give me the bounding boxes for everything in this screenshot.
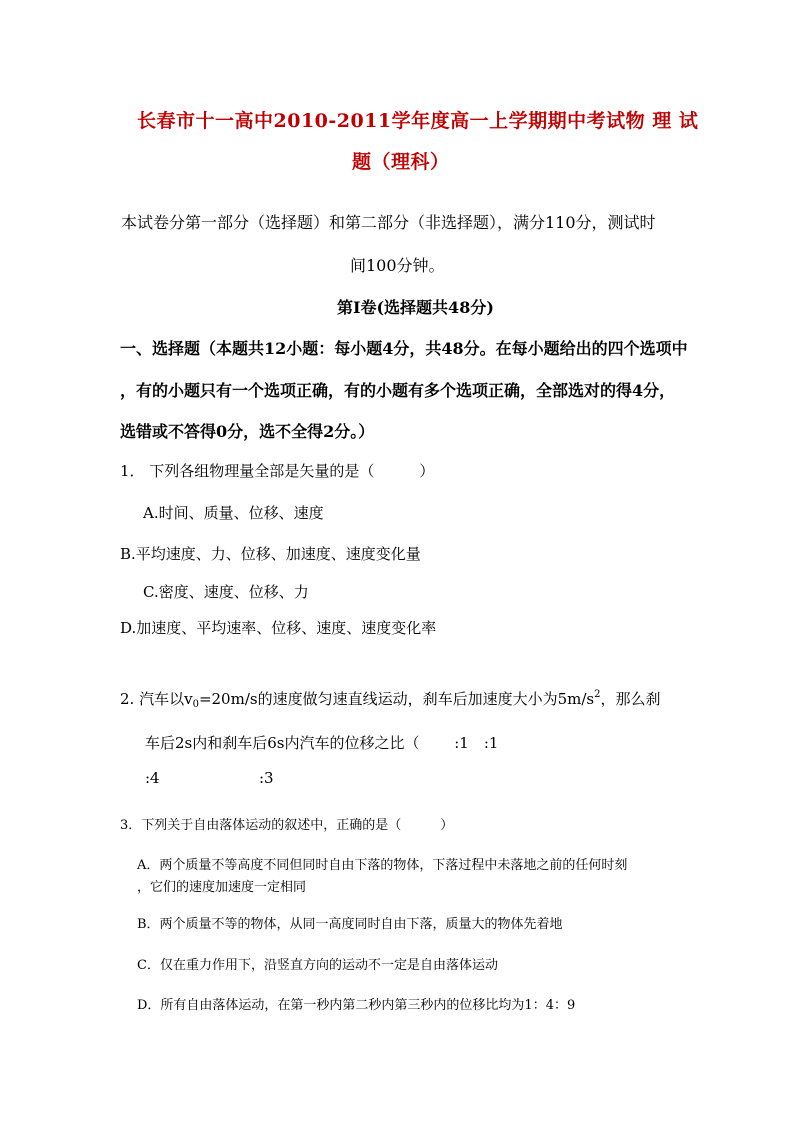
question-2-stem bbox=[120, 688, 660, 710]
question-3-option-a-line-2: ，它们的速度加速度一定相同 bbox=[137, 880, 307, 895]
document-title-line-1: 长春市十一高中2010-2011学年度高一上学期期中考试物 理 试 bbox=[137, 110, 699, 132]
intro-line-1: 本试卷分第一部分（选择题）和第二部分（非选择题），满分110分，测试时 bbox=[121, 213, 656, 232]
question-2-stem-part-c: ，那么刹 bbox=[600, 690, 661, 708]
question-2-stem-part-b: =20m/s的速度做匀速直线运动，刹车后加速度大小为5m/s bbox=[198, 690, 595, 708]
instructions-line-3: 选错或不答得0分，选不全得2分。） bbox=[120, 422, 375, 441]
question-2-stem-part-a: 2. 汽车以v bbox=[120, 690, 193, 708]
question-2-superscript: 2 bbox=[594, 689, 601, 700]
question-1-option-a: A.时间、质量、位移、速度 bbox=[143, 504, 324, 522]
question-3-option-d: D．所有自由落体运动，在第一秒内第二秒内第三秒内的位移比均为1：4：9 bbox=[137, 998, 576, 1013]
question-3-stem: 3．下列关于自由落体运动的叙述中，正确的是（ ） bbox=[120, 818, 454, 833]
question-1-option-d: D.加速度、平均速率、位移、速度、速度变化率 bbox=[120, 619, 437, 637]
question-2-ratio-a: :4 bbox=[145, 769, 160, 787]
instructions-line-2: ，有的小题只有一个选项正确，有的小题有多个选项正确，全部选对的得4分， bbox=[120, 381, 676, 400]
question-1-option-b: B.平均速度、力、位移、加速度、速度变化量 bbox=[120, 545, 421, 563]
question-3-option-a-line-1: A．两个质量不等高度不同但同时自由下落的物体，下落过程中未落地之前的任何时刻 bbox=[137, 858, 628, 873]
question-1-option-c: C.密度、速度、位移、力 bbox=[143, 583, 309, 601]
question-2-subscript: 0 bbox=[192, 699, 199, 710]
question-2-line-2: 车后2s内和刹车后6s内汽车的位移之比（ :1 :1 bbox=[145, 734, 499, 752]
question-2-ratio-b: :3 bbox=[259, 769, 274, 787]
document-title-line-2: 题（理科） bbox=[352, 151, 450, 173]
intro-line-2: 间100分钟。 bbox=[350, 256, 445, 275]
question-3-option-c: C．仅在重力作用下，沿竖直方向的运动不一定是自由落体运动 bbox=[137, 958, 498, 973]
section-title: 第Ⅰ卷(选择题共48分) bbox=[337, 298, 494, 317]
instructions-line-1: 一、选择题（本题共12小题：每小题4分，共48分。在每小题给出的四个选项中 bbox=[120, 339, 688, 358]
question-1-stem: 1． 下列各组物理量全部是矢量的是（ ） bbox=[120, 462, 435, 480]
question-3-option-b: B．两个质量不等的物体，从同一高度同时自由下落，质量大的物体先着地 bbox=[137, 917, 563, 932]
